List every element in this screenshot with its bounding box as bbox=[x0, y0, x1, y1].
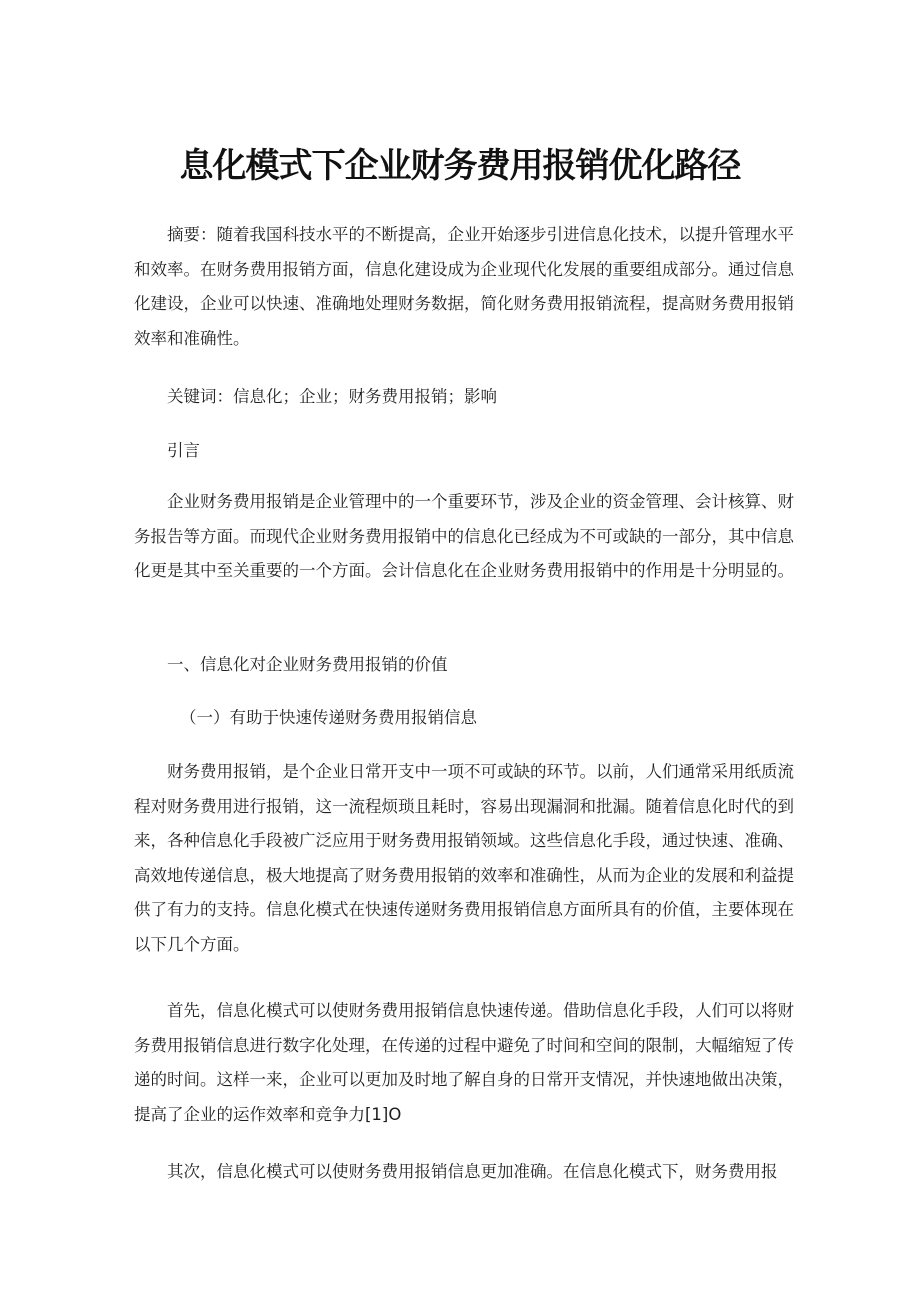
intro-heading: 引言 bbox=[167, 441, 200, 460]
intro-paragraph: 企业财务费用报销是企业管理中的一个重要环节，涉及企业的资金管理、会计核算、财务报告等方面。而现代企业财务费用报销中的信息化已经成为不可或缺的一部分，其中信息化更是其中至关重要的一个方面。会计信息化在企业财务费用报销中的作用是十分明显的。 bbox=[134, 492, 794, 580]
document-title: 息化模式下企业财务费用报销优化路径 bbox=[179, 146, 741, 186]
body-paragraph-3: 其次，信息化模式可以使财务费用报销信息更加准确。在信息化模式下，财务费用报 bbox=[167, 1162, 778, 1181]
body-paragraph-1: 财务费用报销，是个企业日常开支中一项不可或缺的环节。以前，人们通常采用纸质流程对财务费用进行报销，这一流程烦琐且耗时，容易出现漏洞和批漏。随着信息化时代的到来，各种信息化手段被广泛应用于财务费用报销领域。这些信息化手段，通过快速、准确、高效地传递信息，极大地提高了财务费用报销的效率和准确性，从而为企业的发展和利益提供了有力的支持。信息化模式在快速传递财务费用报销信息方面所具有的价值，主要体现在以下几个方面。 bbox=[134, 762, 794, 954]
section-heading: 一、信息化对企业财务费用报销的价值 bbox=[167, 655, 448, 674]
abstract-paragraph: 摘要：随着我国科技水平的不断提高，企业开始逐步引进信息化技术，以提升管理水平和效率。在财务费用报销方面，信息化建设成为企业现代化发展的重要组成部分。通过信息化建设，企业可以快速、准确地处理财务数据，简化财务费用报销流程，提高财务费用报销效率和准确性。 bbox=[134, 225, 794, 348]
subsection-heading: （一）有助于快速传递财务费用报销信息 bbox=[180, 708, 477, 727]
keywords-line: 关键词：信息化；企业；财务费用报销；影响 bbox=[167, 387, 497, 406]
body-paragraph-2: 首先，信息化模式可以使财务费用报销信息快速传递。借助信息化手段，人们可以将财务费用报销信息进行数字化处理，在传递的过程中避免了时间和空间的限制，大幅缩短了传递的时间。这样一来，企业可以更加及时地了解自身的日常开支情况，并快速地做出决策，提高了企业的运作效率和竞争力[1]O bbox=[134, 1001, 794, 1124]
